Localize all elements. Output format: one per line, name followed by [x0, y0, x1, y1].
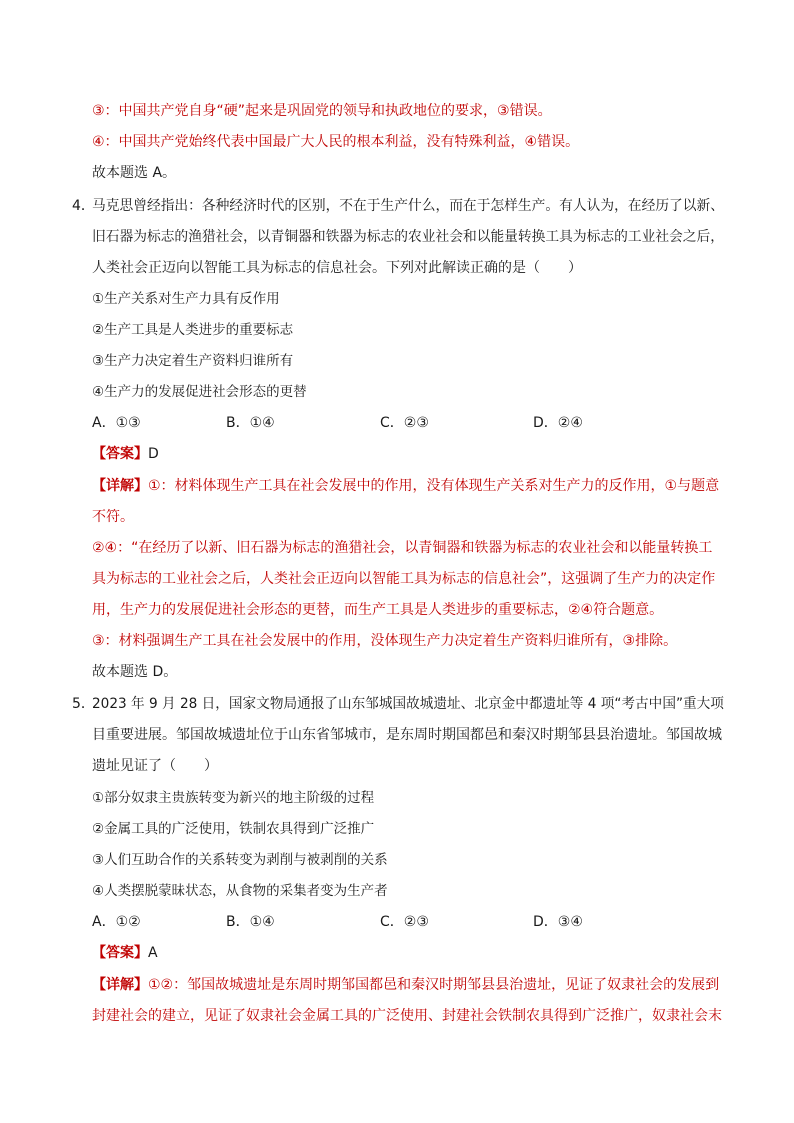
q5-item-4: ④人类摆脱蒙昧状态，从食物的采集者变为生产者 — [92, 883, 388, 899]
q4-conclusion: 故本题选 D。 — [92, 664, 178, 680]
q4-answer-tag: 【答案】 — [92, 446, 148, 462]
q4-item-3: ③生产力决定着生产资料归谁所有 — [92, 353, 294, 369]
q3-explain-line-4: ④：中国共产党始终代表中国最广大人民的根本利益，没有特殊利益，④错误。 — [92, 134, 580, 150]
q3-explain-line-3: ③：中国共产党自身“硬”起来是巩固党的领导和执政地位的要求，③错误。 — [92, 103, 552, 119]
q5-answer — [92, 943, 158, 963]
q4-stem-line-1: 马克思曾经指出：各种经济时代的区别，不在于生产什么，而在于怎样生产。有人认为，在经历了以新、 — [92, 198, 725, 214]
q4-explain-tag: 【详解】 — [92, 478, 148, 494]
q5-stem-line-3: 遗址见证了（ ） — [92, 758, 218, 774]
q5-option-c: C．②③ — [380, 914, 429, 930]
q4-answer — [92, 444, 159, 464]
q4-explain-line-3: ②④：“在经历了以新、旧石器为标志的渔猎社会，以青铜器和铁器为标志的农业社会和以能量转换工 — [92, 540, 713, 556]
q5-item-3: ③人们互助合作的关系转变为剥削与被剥削的关系 — [92, 852, 388, 868]
q5-explain-line-1 — [92, 975, 719, 995]
q4-item-2: ②生产工具是人类进步的重要标志 — [92, 322, 294, 338]
q4-explain-text-1: ①：材料体现生产工具在社会发展中的作用，没有体现生产关系对生产力的反作用，①与题意 — [148, 478, 720, 494]
q4-option-d: D．②④ — [533, 415, 583, 431]
q5-option-d: D．③④ — [533, 914, 583, 930]
q4-stem-line-2: 旧石器为标志的渔猎社会，以青铜器和铁器为标志的农业社会和以能量转换工具为标志的工业社会之后， — [92, 229, 725, 245]
q5-number: 5． — [72, 696, 95, 712]
q3-conclusion: 故本题选 A。 — [92, 165, 177, 181]
q4-explain-line-5: 用，生产力的发展促进社会形态的更替，而生产工具是人类进步的重要标志，②④符合题意。 — [92, 602, 664, 618]
q5-option-b: B．①④ — [226, 914, 275, 930]
q5-explain-tag: 【详解】 — [92, 977, 148, 993]
q5-explain-text-1: ①②：邹国故城遗址是东周时期邹国都邑和秦汉时期邹县县治遗址，见证了奴隶社会的发展到 — [148, 977, 720, 993]
q4-stem-line-3: 人类社会正迈向以智能工具为标志的信息社会。下列对此解读正确的是（ ） — [92, 260, 582, 276]
q4-number: 4． — [72, 198, 95, 214]
q4-item-1: ①生产关系对生产力具有反作用 — [92, 291, 280, 307]
q4-explain-line-4: 具为标志的工业社会之后，人类社会正迈向以智能工具为标志的信息社会”，这强调了生产力的决定作 — [92, 571, 716, 587]
q4-option-c: C．②③ — [380, 415, 429, 431]
q5-answer-tag: 【答案】 — [92, 945, 148, 961]
q5-stem-line-2: 目重要进展。邹国故城遗址位于山东省邹城市，是东周时期国都邑和秦汉时期邹县县治遗址。邹国故城 — [92, 727, 722, 743]
q5-explain-line-2: 封建社会的建立，见证了奴隶社会金属工具的广泛使用、封建社会铁制农具得到广泛推广，奴隶社会末 — [92, 1008, 722, 1024]
q5-item-2: ②金属工具的广泛使用，铁制农具得到广泛推广 — [92, 821, 375, 837]
q4-option-a: A．①③ — [92, 415, 141, 431]
q4-explain-line-6: ③：材料强调生产工具在社会发展中的作用，没体现生产力决定着生产资料归谁所有，③排除。 — [92, 633, 678, 649]
q5-answer-value: A — [148, 945, 158, 961]
q4-explain-line-2: 不符。 — [92, 509, 134, 525]
q5-option-a: A．①② — [92, 914, 141, 930]
q4-answer-value: D — [148, 446, 159, 462]
q4-item-4: ④生产力的发展促进社会形态的更替 — [92, 384, 307, 400]
q5-stem-line-1: 2023 年 9 月 28 日，国家文物局通报了山东邹城国故城遗址、北京金中都遗址等 4 项“考古中国”重大项 — [92, 696, 724, 712]
q4-explain-line-1 — [92, 476, 719, 496]
q5-item-1: ①部分奴隶主贵族转变为新兴的地主阶级的过程 — [92, 790, 375, 806]
q4-option-b: B．①④ — [226, 415, 275, 431]
